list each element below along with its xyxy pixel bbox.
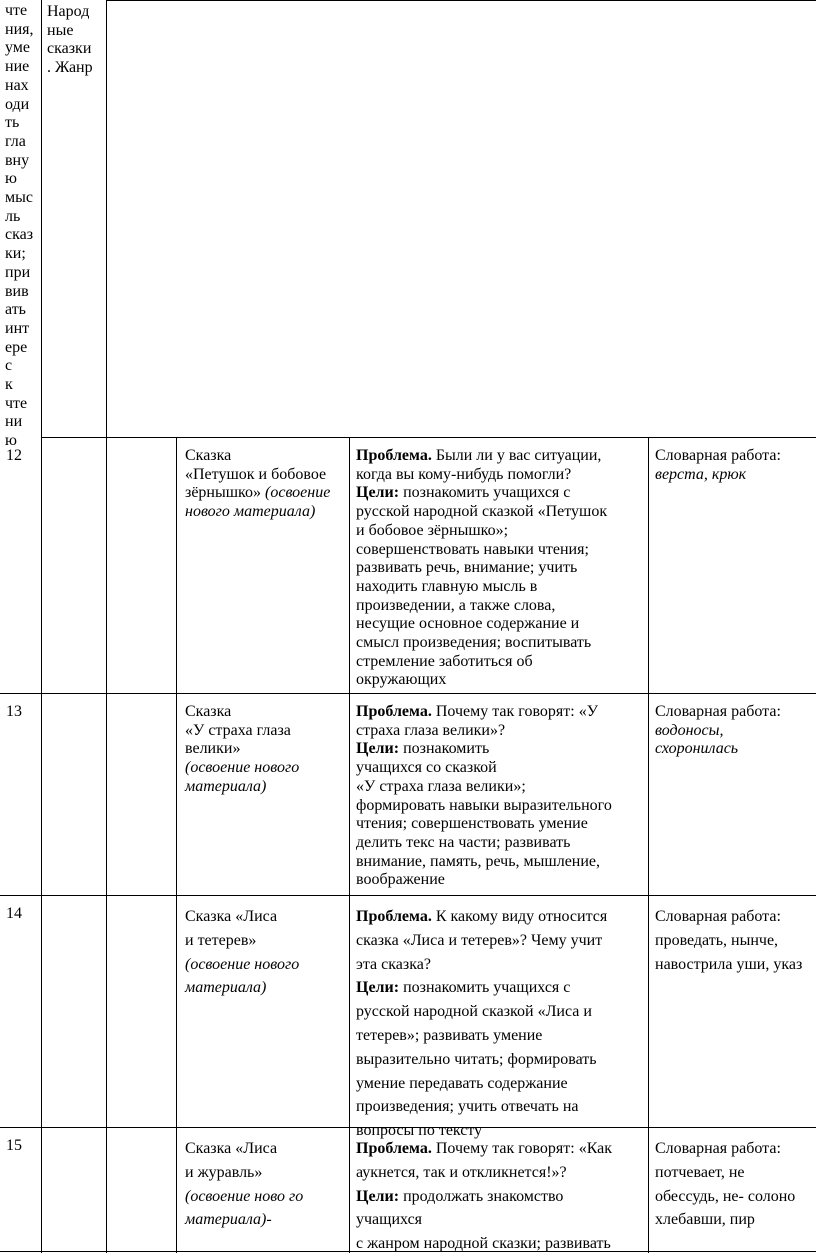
goals-line (356, 929, 607, 953)
vocab-text: верста, крюк (655, 465, 747, 483)
topic-text: Сказка (185, 703, 232, 720)
goals-text: произведении, а также слова, (356, 596, 556, 614)
top-col1-line: уме (5, 39, 31, 57)
goals-label: Цели: (356, 484, 400, 502)
goals-text: учащихся со сказкой (356, 759, 497, 777)
top-col2-line: сказки (47, 40, 92, 58)
topic-text: материала)- (185, 1211, 272, 1229)
vocab-line (655, 703, 781, 722)
goals-text: тетерев»; развивать умение (356, 1026, 543, 1044)
goals-text: выразительно читать; формировать (356, 1050, 597, 1068)
lesson-number (6, 447, 22, 466)
goals-text: и бобовое зёрнышко»; (356, 521, 509, 539)
lesson-number-text: 14 (6, 905, 22, 922)
goals-text: русской народной сказкой «Лиса и (356, 1003, 592, 1021)
goals-text: «У страха глаза велики»; (356, 777, 526, 795)
goals-text: К какому виду относится (431, 908, 608, 925)
top-col1-line: гла (5, 132, 26, 150)
goals-line (356, 815, 612, 834)
lesson-number (6, 905, 22, 924)
goals-line (356, 1161, 612, 1185)
goals-text: внимание, память, речь, мышление, (356, 852, 601, 870)
top-col2-line: Народ (47, 3, 90, 20)
text-line (5, 339, 33, 358)
goals-text: умение передавать содержание (356, 1074, 568, 1092)
vocab-line (655, 929, 802, 953)
vocab-text: навострила уши, указ (655, 955, 803, 973)
text-line (5, 283, 33, 302)
vocab-line (655, 447, 781, 466)
topic-text: «У страха глаза (185, 721, 291, 739)
lesson-vocabulary (655, 703, 781, 759)
top-col1-line: чте (5, 2, 28, 19)
goals-text: познакомить учащихся с (399, 484, 571, 502)
text-line (5, 357, 33, 376)
goals-text: стремление заботиться об (356, 652, 533, 670)
topic-text: и тетерев» (185, 931, 257, 949)
goals-line (356, 703, 612, 722)
goals-line (356, 522, 607, 541)
text-line (5, 114, 33, 133)
goals-label: Цели: (356, 740, 400, 758)
lesson-number-text: 12 (6, 447, 22, 464)
topic-text: зёрнышко» (185, 484, 266, 502)
goals-text: учащихся (356, 1211, 423, 1229)
top-col1-line: оди (5, 95, 30, 113)
text-line (5, 413, 33, 432)
top-col1-line: ю (5, 170, 17, 188)
top-col1-line: с (5, 357, 13, 375)
vocab-text: обессудь, не- солоно (655, 1187, 796, 1205)
goals-line (356, 1072, 607, 1096)
topic-text: материала) (185, 979, 267, 997)
goals-line (356, 466, 607, 485)
goals-label: Проблема. (356, 703, 432, 720)
text-line (5, 320, 33, 339)
vocab-line (655, 1185, 795, 1209)
text-line (5, 152, 33, 171)
goals-text: когда вы кому-нибудь помогли? (356, 465, 572, 483)
top-col1-line: сказ (5, 226, 34, 244)
lesson-number-text: 15 (6, 1137, 22, 1154)
table-border-horizontal (0, 895, 816, 896)
vocab-text: водоносы, (655, 721, 724, 739)
lesson-vocabulary (655, 1137, 795, 1232)
goals-text: делить текс на части; развивать (356, 833, 571, 851)
lesson-topic (185, 1137, 303, 1232)
goals-line (356, 597, 607, 616)
top-col1-line: ть (5, 114, 20, 132)
goals-text: Почему так говорят: «Как (431, 1140, 613, 1157)
top-col1-cell (5, 2, 33, 451)
topic-text: Сказка «Лиса (185, 908, 278, 925)
top-col1-line: ать (5, 301, 26, 319)
goals-line (356, 1048, 607, 1072)
table-border-horizontal (106, 0, 816, 1)
top-col1-line: нах (5, 76, 29, 94)
top-col1-line: ере (5, 338, 28, 356)
text-line (5, 58, 33, 77)
lesson-topic (185, 447, 330, 522)
goals-text: воображение (356, 871, 445, 889)
top-col2-cell (47, 3, 93, 78)
goals-text: окружающих (356, 671, 447, 689)
topic-line (185, 484, 330, 503)
vocab-line (655, 953, 802, 977)
goals-label: Проблема. (356, 1140, 432, 1157)
top-col1-line: чте (5, 394, 28, 412)
lesson-goals (356, 703, 612, 890)
top-col1-line: инт (5, 319, 30, 337)
top-col1-line: мыс (5, 189, 33, 207)
top-col2-line: . Жанр (47, 59, 93, 77)
top-col1-line: ль (5, 207, 21, 225)
goals-line (356, 722, 612, 741)
goals-line (356, 778, 612, 797)
topic-text: нового материала) (185, 503, 316, 521)
text-line (5, 395, 33, 414)
goals-line (356, 871, 612, 890)
topic-text: велики» (185, 740, 241, 758)
topic-line (185, 1185, 303, 1209)
vocab-line (655, 740, 781, 759)
lesson-number (6, 703, 22, 722)
goals-line (356, 615, 607, 634)
lesson-goals (356, 1137, 612, 1256)
goals-line (356, 905, 607, 929)
topic-text: Сказка (185, 447, 232, 464)
goals-line (356, 853, 612, 872)
goals-text: эта сказка? (356, 955, 431, 973)
vocab-line (655, 722, 781, 741)
text-line (5, 21, 33, 40)
goals-line (356, 1000, 607, 1024)
goals-label: Проблема. (356, 447, 432, 464)
goals-text: познакомить учащихся с (399, 979, 571, 997)
text-line (47, 22, 93, 41)
text-line (47, 59, 93, 78)
goals-line (356, 797, 612, 816)
text-line (5, 170, 33, 189)
goals-line (356, 503, 607, 522)
goals-line (356, 976, 607, 1000)
goals-label: Цели: (356, 1187, 400, 1205)
goals-line (356, 1208, 612, 1232)
table-border-horizontal (41, 437, 816, 438)
text-line (5, 264, 33, 283)
goals-line (356, 1185, 612, 1209)
topic-text: материала) (185, 777, 267, 795)
goals-line (356, 1095, 607, 1119)
goals-text: Почему так говорят: «У (431, 703, 599, 720)
goals-line (356, 834, 612, 853)
goals-line (356, 559, 607, 578)
goals-line (356, 653, 607, 672)
lesson-goals (356, 447, 607, 690)
text-line (47, 40, 93, 59)
goals-line (356, 1024, 607, 1048)
text-line (5, 133, 33, 152)
top-col1-line: вив (5, 282, 29, 300)
vocab-text: Словарная работа: (655, 1140, 781, 1157)
lesson-topic (185, 905, 299, 1000)
goals-line (356, 541, 607, 560)
goals-text: находить главную мысль в (356, 577, 538, 595)
goals-text: вопросы по тексту (356, 1122, 483, 1140)
goals-line (356, 1232, 612, 1256)
goals-text: продолжать знакомство (399, 1187, 564, 1205)
goals-text: с жанром народной сказки; развивать (356, 1235, 611, 1253)
topic-line (185, 466, 330, 485)
vocab-line (655, 466, 781, 485)
goals-line (356, 484, 607, 503)
goals-text: познакомить (399, 740, 490, 758)
text-line (5, 96, 33, 115)
table-border-vertical (41, 0, 42, 1253)
lesson-goals (356, 905, 607, 1143)
lesson-number-text: 13 (6, 703, 22, 720)
goals-line (356, 447, 607, 466)
goals-text: совершенствовать навыки чтения; (356, 540, 589, 558)
lesson-vocabulary (655, 905, 802, 976)
text-line (5, 376, 33, 395)
table-border-vertical (349, 437, 350, 1253)
goals-text: страха глаза велики»? (356, 721, 506, 739)
goals-label: Проблема. (356, 908, 432, 925)
topic-text: (освоение ново го (185, 1187, 304, 1205)
top-col1-line: ки; (5, 245, 26, 263)
goals-text: развивать речь, внимание; учить (356, 559, 578, 577)
goals-line (356, 1137, 612, 1161)
goals-line (356, 671, 607, 690)
vocab-line (655, 905, 802, 929)
goals-text: русской народной сказкой «Петушок (356, 503, 608, 521)
topic-line (185, 778, 299, 797)
table-border-vertical (648, 437, 649, 1253)
topic-line (185, 703, 299, 722)
text-line (5, 189, 33, 208)
topic-text: (освоение нового (185, 955, 300, 973)
topic-line (185, 905, 299, 929)
top-col1-line: вну (5, 151, 30, 169)
text-line (5, 226, 33, 245)
goals-label: Цели: (356, 979, 400, 997)
text-line (5, 39, 33, 58)
top-col2-line: ные (47, 21, 74, 39)
topic-line (185, 1161, 303, 1185)
topic-text: (освоение (265, 484, 331, 502)
topic-line (185, 722, 299, 741)
topic-line (185, 976, 299, 1000)
text-line (47, 3, 93, 22)
table-border-vertical (106, 0, 107, 1253)
top-col1-line: ния, (5, 20, 34, 38)
vocab-line (655, 1137, 795, 1161)
goals-line (356, 634, 607, 653)
text-line (5, 77, 33, 96)
topic-text: (освоение нового (185, 759, 300, 777)
top-col1-line: ние (5, 58, 30, 76)
topic-text: «Петушок и бобовое (185, 465, 327, 483)
vocab-line (655, 1161, 795, 1185)
lesson-number (6, 1137, 22, 1156)
top-col1-line: ни (5, 413, 23, 431)
vocab-text: потчевает, не (655, 1163, 745, 1181)
topic-line (185, 929, 299, 953)
goals-text: произведения; учить отвечать на (356, 1098, 579, 1116)
goals-text: смысл произведения; воспитывать (356, 634, 592, 652)
goals-text: сказка «Лиса и тетерев»? Чему учит (356, 931, 603, 949)
lesson-vocabulary (655, 447, 781, 484)
text-line (5, 301, 33, 320)
topic-text: Сказка «Лиса (185, 1140, 278, 1157)
top-col1-line: при (5, 263, 31, 281)
goals-text: аукнется, так и откликнется!»? (356, 1163, 567, 1181)
goals-line (356, 578, 607, 597)
topic-line (185, 740, 299, 759)
table-border-horizontal (0, 693, 816, 694)
topic-line (185, 1137, 303, 1161)
vocab-line (655, 1208, 795, 1232)
goals-text: несущие основное содержание и (356, 615, 580, 633)
goals-text: Были ли у вас ситуации, (431, 447, 602, 464)
goals-line (356, 953, 607, 977)
vocab-text: хлебавши, пир (655, 1211, 755, 1229)
top-col1-line: к (5, 376, 13, 394)
goals-text: формировать навыки выразительного (356, 796, 612, 814)
table-border-vertical (176, 437, 177, 1253)
vocab-text: проведать, нынче, (655, 931, 779, 949)
topic-line (185, 1208, 303, 1232)
goals-text: чтения; совершенствовать умение (356, 815, 588, 833)
goals-line (356, 759, 612, 778)
topic-text: и журавль» (185, 1163, 263, 1181)
goals-line (356, 740, 612, 759)
vocab-text: Словарная работа: (655, 908, 781, 925)
text-line (5, 245, 33, 264)
text-line (5, 208, 33, 227)
vocab-text: Словарная работа: (655, 447, 781, 464)
topic-line (185, 503, 330, 522)
top-col1-line: ю (5, 432, 17, 450)
topic-line (185, 759, 299, 778)
lesson-topic (185, 703, 299, 797)
text-line (5, 2, 33, 21)
vocab-text: Словарная работа: (655, 703, 781, 720)
vocab-text: схоронилась (655, 740, 739, 758)
topic-line (185, 953, 299, 977)
topic-line (185, 447, 330, 466)
